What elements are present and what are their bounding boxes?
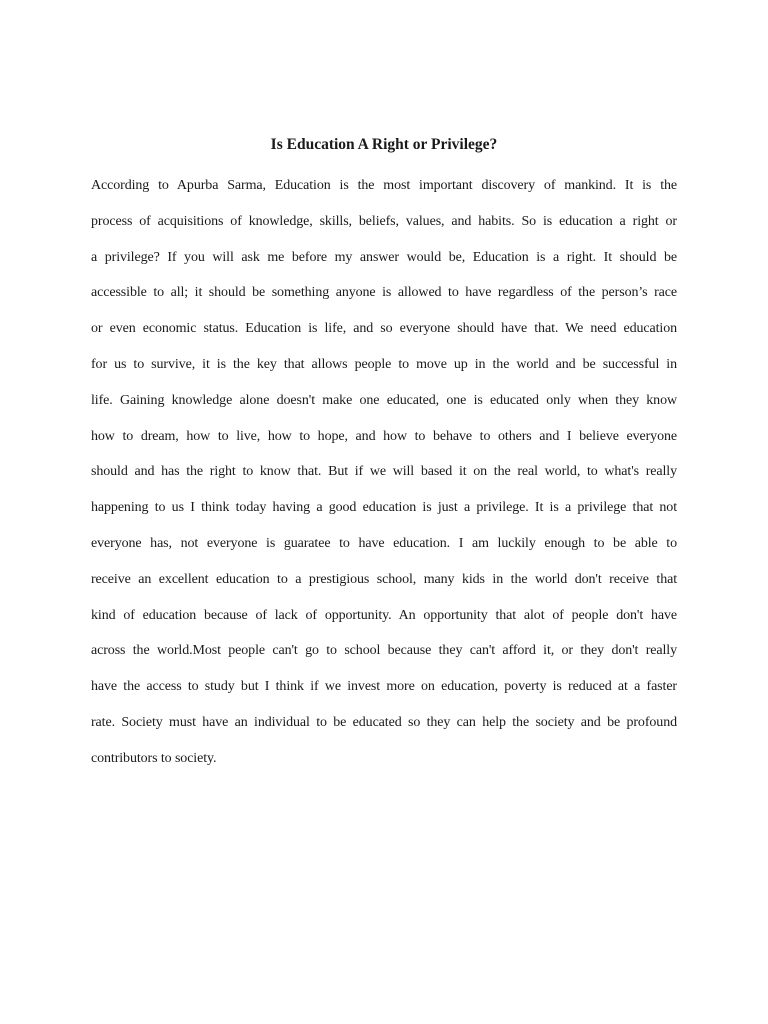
- essay-body: [91, 176, 677, 785]
- essay-line: should and has the right to know that. But if we will based it on the real world, to what's really: [91, 464, 677, 480]
- essay-line: process of acquisitions of knowledge, skills, beliefs, values, and habits. So is education a right or: [91, 213, 677, 229]
- essay-line: contributors to society.: [91, 750, 217, 766]
- essay-line: accessible to all; it should be something anyone is allowed to have regardless of the person’s race: [91, 285, 677, 301]
- document-title: Is Education A Right or Privilege?: [270, 136, 498, 153]
- essay-line: how to dream, how to live, how to hope, and how to behave to others and I believe everyone: [91, 428, 677, 444]
- essay-line: a privilege? If you will ask me before my answer would be, Education is a right. It should be: [91, 249, 677, 265]
- essay-line: kind of education because of lack of opportunity. An opportunity that alot of people don't have: [91, 607, 677, 623]
- essay-line: across the world.Most people can't go to school because they can't afford it, or they don't really: [91, 643, 677, 659]
- essay-line: receive an excellent education to a prestigious school, many kids in the world don't receive that: [91, 571, 677, 587]
- essay-line: life. Gaining knowledge alone doesn't make one educated, one is educated only when they know: [91, 392, 677, 408]
- essay-line: have the access to study but I think if we invest more on education, poverty is reduced at a faster: [91, 679, 677, 695]
- essay-line: or even economic status. Education is life, and so everyone should have that. We need education: [91, 321, 677, 337]
- essay-line: for us to survive, it is the key that allows people to move up in the world and be successful in: [91, 356, 677, 372]
- essay-line: happening to us I think today having a good education is just a privilege. It is a privilege that not: [91, 500, 677, 516]
- essay-line: According to Apurba Sarma, Education is the most important discovery of mankind. It is the: [91, 178, 677, 193]
- essay-line: everyone has, not everyone is guaratee to have education. I am luckily enough to be able to: [91, 535, 677, 551]
- essay-line: rate. Society must have an individual to be educated so they can help the society and be profound: [91, 714, 677, 730]
